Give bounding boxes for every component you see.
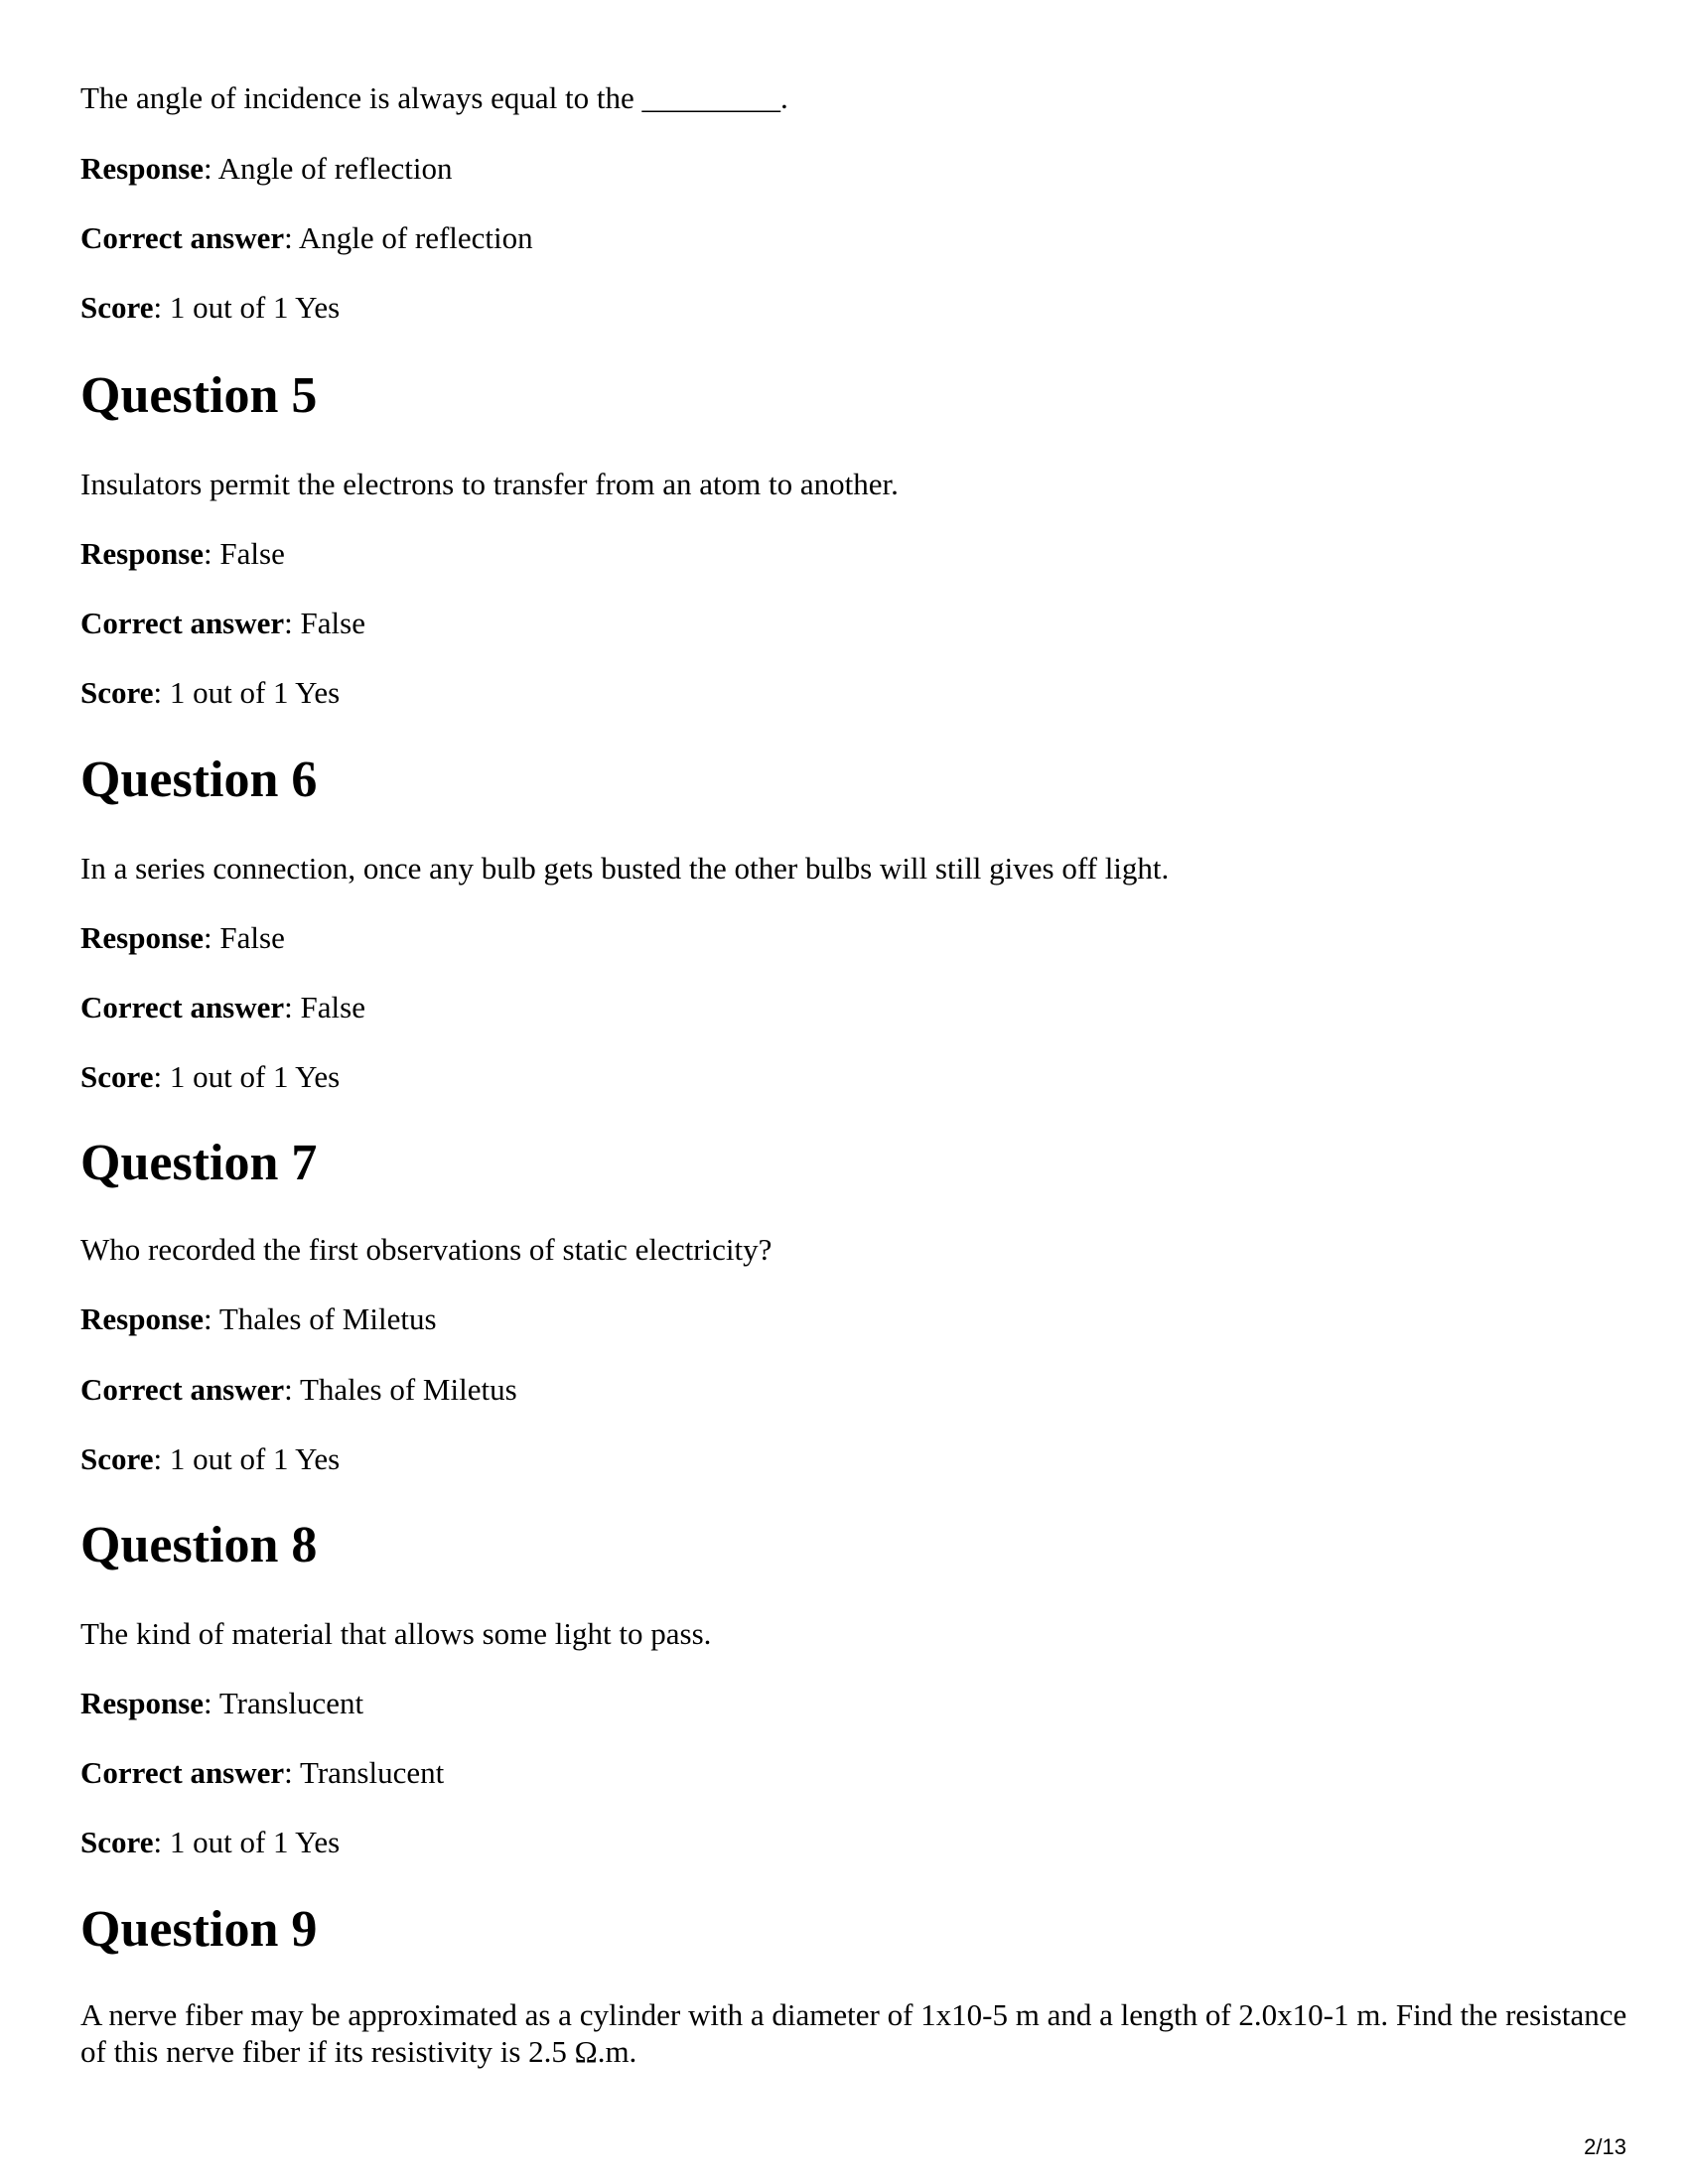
q4-correct-answer: Correct answer: Angle of reflection (80, 220, 533, 255)
q7-heading: Question 7 (80, 1135, 318, 1191)
q5-response: Response: False (80, 536, 285, 571)
q7-correct-answer: Correct answer: Thales of Miletus (80, 1372, 517, 1407)
score-label: Score (80, 1825, 154, 1859)
score-value: 1 out of 1 Yes (169, 290, 341, 325)
q8-question-text: The kind of material that allows some light to pass. (80, 1616, 712, 1651)
score-label: Score (80, 1059, 154, 1094)
response-label: Response (80, 920, 205, 955)
response-label: Response (80, 536, 205, 571)
q9-question-text: A nerve fiber may be approximated as a cylinder with a diameter of 1x10-5 m and a length of 2.0x10-1 m. Find the resistance of this nerve fiber if its resistivity is 2.5 Ω.m. (80, 1997, 1627, 2069)
score-value: 1 out of 1 Yes (169, 675, 341, 710)
response-value: Angle of reflection (217, 151, 453, 186)
q6-correct-answer: Correct answer: False (80, 990, 365, 1024)
q5-question-text: Insulators permit the electrons to transfer from an atom to another. (80, 467, 899, 501)
q7-question-text: Who recorded the first observations of static electricity? (80, 1232, 773, 1267)
q4-question-text: The angle of incidence is always equal to the _________. (80, 80, 788, 115)
score-label: Score (80, 675, 154, 710)
correct-answer-value: Translucent (299, 1755, 445, 1790)
q4-response: Response: Angle of reflection (80, 151, 453, 186)
q6-response: Response: False (80, 920, 285, 955)
q8-score: Score: 1 out of 1 Yes (80, 1825, 341, 1859)
correct-answer-label: Correct answer (80, 990, 285, 1024)
q8-correct-answer: Correct answer: Translucent (80, 1755, 445, 1790)
q8-response: Response: Translucent (80, 1686, 364, 1720)
q5-score: Score: 1 out of 1 Yes (80, 675, 341, 710)
response-label: Response (80, 1686, 205, 1720)
response-label: Response (80, 1301, 205, 1336)
correct-answer-value: False (300, 990, 365, 1024)
correct-answer-label: Correct answer (80, 1755, 285, 1790)
q6-question-text: In a series connection, once any bulb gets busted the other bulbs will still gives off light. (80, 851, 1170, 886)
q9-heading: Question 9 (80, 1901, 318, 1958)
response-value: False (219, 920, 285, 955)
score-value: 1 out of 1 Yes (169, 1059, 341, 1094)
correct-answer-value: False (300, 606, 365, 640)
q7-response: Response: Thales of Miletus (80, 1301, 437, 1336)
correct-answer-value: Angle of reflection (298, 220, 533, 255)
score-label: Score (80, 1441, 154, 1476)
response-value: Translucent (218, 1686, 364, 1720)
score-value: 1 out of 1 Yes (169, 1441, 341, 1476)
q5-heading: Question 5 (80, 367, 318, 424)
response-value: Thales of Miletus (218, 1301, 437, 1336)
response-label: Response (80, 151, 205, 186)
correct-answer-value: Thales of Miletus (299, 1372, 517, 1407)
score-label: Score (80, 290, 154, 325)
q8-heading: Question 8 (80, 1517, 318, 1573)
q6-heading: Question 6 (80, 751, 318, 808)
q5-correct-answer: Correct answer: False (80, 606, 365, 640)
q7-score: Score: 1 out of 1 Yes (80, 1441, 341, 1476)
correct-answer-label: Correct answer (80, 1372, 285, 1407)
page-number: 2/13 (1584, 2134, 1626, 2159)
score-value: 1 out of 1 Yes (169, 1825, 341, 1859)
correct-answer-label: Correct answer (80, 220, 285, 255)
q4-score: Score: 1 out of 1 Yes (80, 290, 341, 325)
response-value: False (219, 536, 285, 571)
correct-answer-label: Correct answer (80, 606, 285, 640)
q6-score: Score: 1 out of 1 Yes (80, 1059, 341, 1094)
